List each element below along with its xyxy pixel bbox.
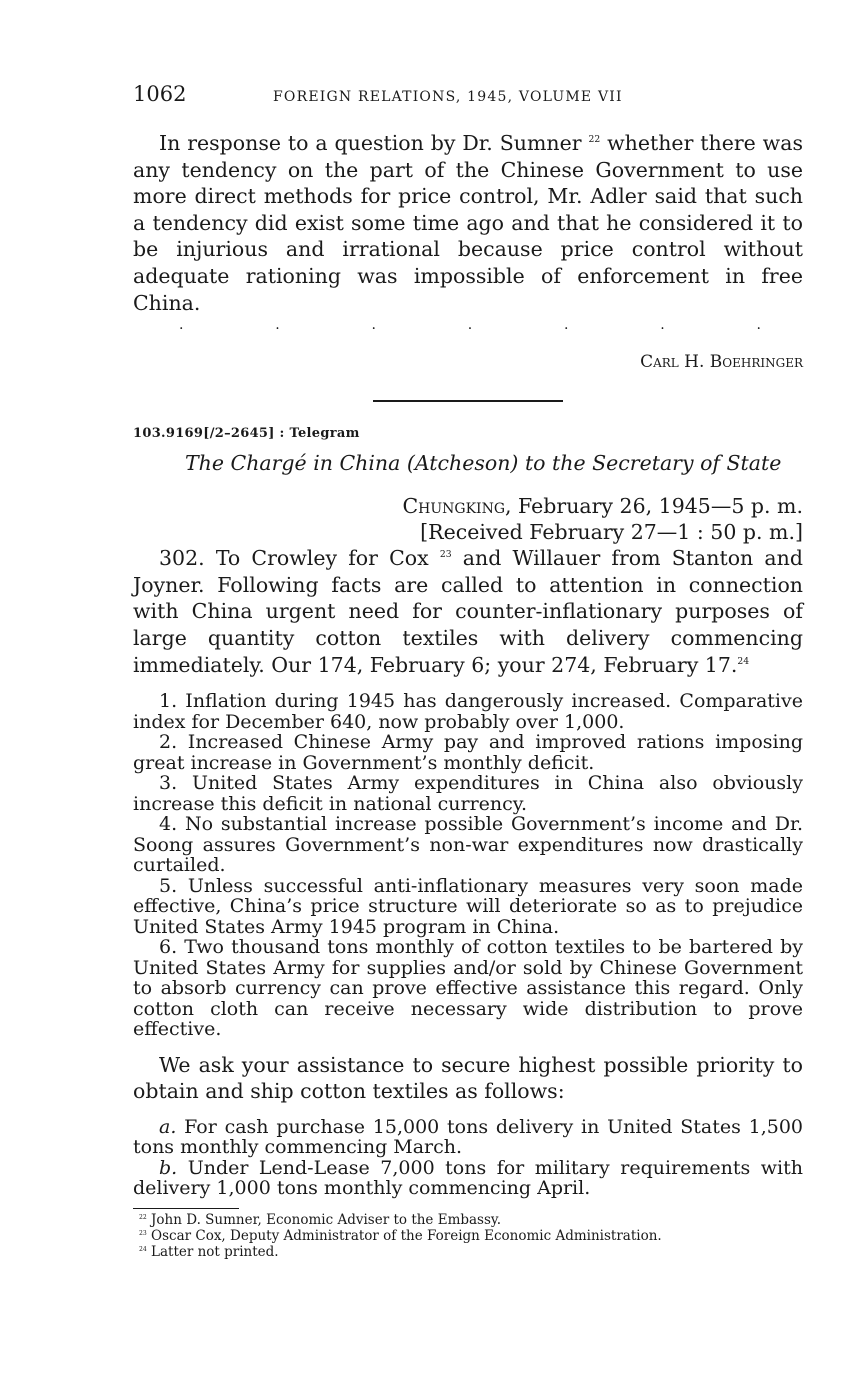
ellipsis-dot: .: [660, 317, 665, 334]
footnote: $^{24}$ Latter not printed.: [139, 1244, 279, 1261]
ellipsis-dot: .: [275, 317, 280, 334]
signature: Carl H. Boehringer: [640, 352, 803, 373]
place-name: Chungking: [402, 494, 506, 519]
page-header: [133, 82, 803, 114]
list-item: 6. Two thousand tons monthly of cotton textiles to be bartered by United States Army for supplies and/or sold by Chinese Government to absorb currency can prove effective assistance this regard. Only cotton cloth can receive necessary wide distribution to prove effective.: [133, 936, 803, 1041]
document-title: The Chargé in China (Atcheson) to the Secretary of State: [185, 451, 782, 476]
request-paragraph: We ask your assistance to secure highest possible priority to obtain and ship cotton textiles as follows:: [133, 1052, 803, 1104]
footnotes: [133, 1212, 803, 1260]
footnote: $^{23}$ Oscar Cox, Deputy Administrator of the Foreign Economic Administration.: [139, 1228, 662, 1245]
list-item: 3. United States Army expenditures in China also obviously increase this deficit in national currency.: [133, 772, 803, 815]
list-item: a. For cash purchase 15,000 tons delivery in United States 1,500 tons monthly commencing March.: [133, 1115, 803, 1159]
date-time: , February 26, 1945—5 p. m.: [505, 494, 803, 519]
list-item: 5. Unless successful anti-inflationary measures very soon made effective, China’s price structure will deteriorate so as to prejudice United States Army 1945 program in China.: [133, 874, 803, 938]
ellipsis-dot: .: [756, 317, 761, 334]
list-item: 1. Inflation during 1945 has dangerously increased. Comparative index for December 640, now probably over 1,000.: [133, 690, 803, 733]
ellipsis-dot: .: [467, 317, 473, 334]
footnote-divider: [133, 1208, 239, 1210]
ellipsis-row: [133, 316, 803, 338]
ellipsis-dot: .: [179, 317, 184, 334]
file-reference: 103.9169[/2–2645] : Telegram: [133, 426, 360, 442]
document-page: [133, 82, 803, 1260]
ellipsis-dot: .: [564, 317, 569, 334]
list-item: b. Under Lend-Lease 7,000 tons for military requirements with delivery 1,000 tons monthly commencing April.: [133, 1156, 803, 1200]
ellipsis-dot: .: [371, 317, 376, 334]
footnote: $^{22}$ John D. Sumner, Economic Adviser to the Embassy.: [139, 1212, 502, 1229]
list-item: 2. Increased Chinese Army pay and improved rations imposing great increase in Government’s monthly deficit.: [133, 731, 803, 774]
running-head: FOREIGN RELATIONS, 1945, VOLUME VII: [273, 89, 623, 105]
dateline: [133, 493, 803, 519]
page-number: 1062: [133, 82, 187, 106]
numbered-points: [133, 691, 803, 1040]
received-line: [Received February 27—1 : 50 p. m.]: [420, 520, 803, 545]
list-item: 4. No substantial increase possible Government’s income and Dr. Soong assures Government’s non-war expenditures now drastically curtailed.: [133, 813, 803, 877]
footnote-ref[interactable]: 24: [737, 655, 750, 667]
intro-paragraph: In response to a question by Dr. Sumner $^{22}$ whether there was any tendency on the part of the Chinese Government to use more direct methods for price control, Mr. Adler said that such a tendency did exist some time ago and that he considered it to be injurious and irrational because price control without adequate rationing was impossible of enforcement in free China.: [133, 131, 803, 315]
lettered-items: [133, 1117, 803, 1199]
footnote-ref[interactable]: 22: [588, 134, 601, 146]
telegram-opening: 302. To Crowley for Cox $^{23}$ and Willauer from Stanton and Joyner. Following facts are called to attention in connection with China urgent need for counter-inflationary purposes of large quantity cotton textiles with delivery commencing immediately. Our 174, February 6; your 274, February 17.24: [133, 546, 803, 677]
footnote-ref[interactable]: 23: [439, 549, 452, 561]
section-divider: [373, 400, 563, 402]
